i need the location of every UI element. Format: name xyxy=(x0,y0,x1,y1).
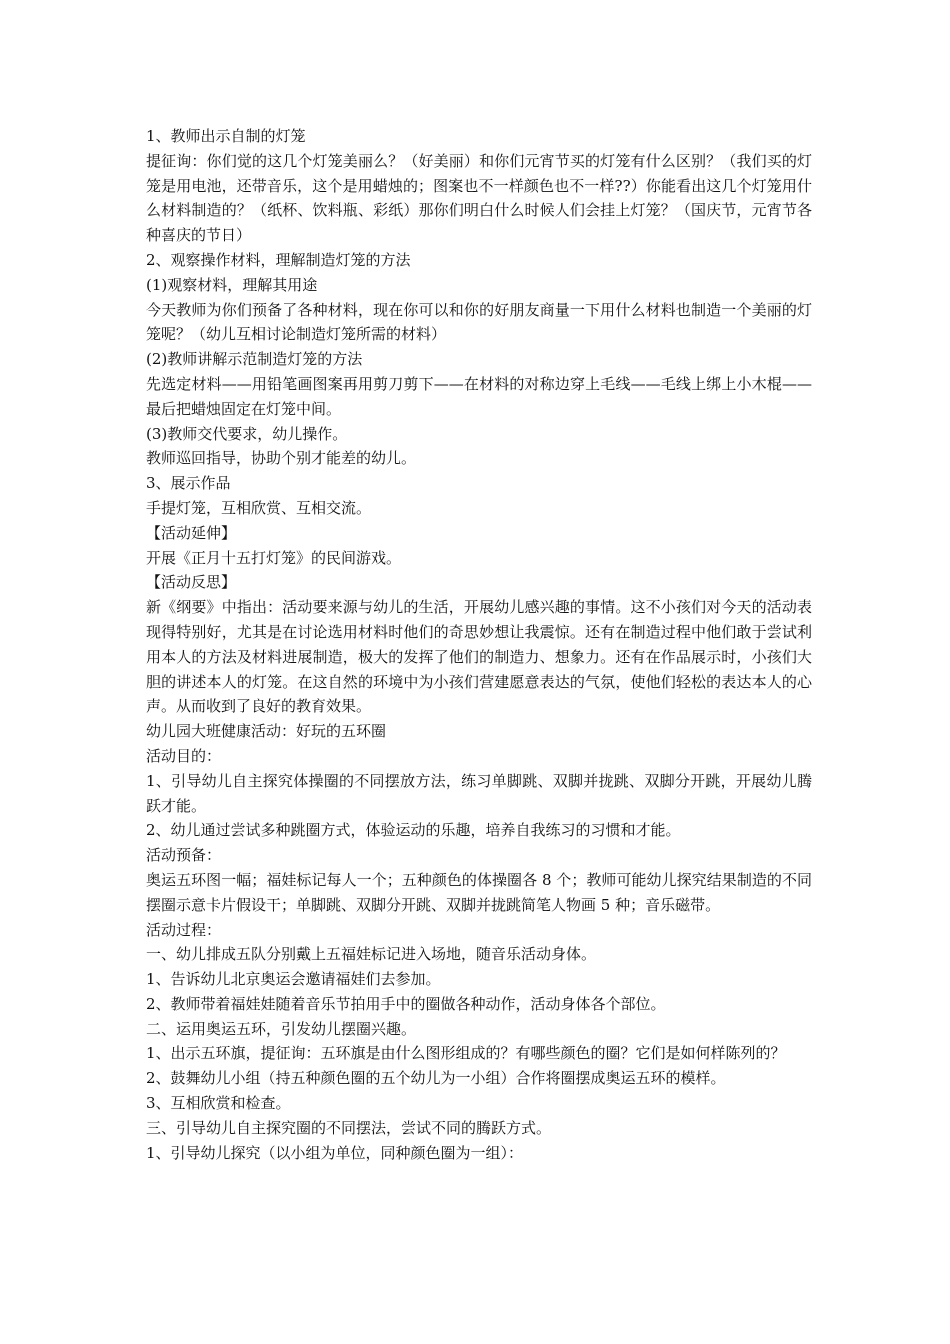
paragraph: 今天教师为你们预备了各种材料，现在你可以和你的好朋友商量一下用什么材料也制造一个美丽的灯笼呢？（幼儿互相讨论制造灯笼所需的材料） xyxy=(146,300,812,344)
paragraph: 教师巡回指导，协助个别才能差的幼儿。 xyxy=(146,449,417,468)
paragraph: 2、幼儿通过尝试多种跳圈方式，体验运动的乐趣，培养自我练习的习惯和才能。 xyxy=(146,821,681,840)
paragraph: 1、教师出示自制的灯笼 xyxy=(146,127,306,145)
paragraph: 2、教师带着福娃娃随着音乐节拍用手中的圈做各种动作，活动身体各个部位。 xyxy=(146,994,666,1013)
paragraph: 提征询：你们觉的这几个灯笼美丽么？（好美丽）和你们元宵节买的灯笼有什么区别？（我们买的灯笼是用电池，还带音乐，这个是用蜡烛的；图案也不一样颜色也不一样??）你能看出这几个灯笼用什么材料制造的？（纸杯、饮料瓶、彩纸）那你们明白什么时候人们会挂上灯笼？（国庆节，元宵节各种喜庆的节日） xyxy=(146,151,812,245)
paragraph: 活动过程： xyxy=(146,920,222,939)
article-title: 幼儿园大班健康活动：好玩的五环圈 xyxy=(146,722,387,741)
paragraph: 奥运五环图一幅；福娃标记每人一个；五种颜色的体操圈各 8 个；教师可能幼儿探究结果制造的不同摆圈示意卡片假设干；单脚跳、双脚分开跳、双脚并拢跳简笔人物画 5 种；音乐磁带。 xyxy=(146,870,812,914)
section-heading: 【活动反思】 xyxy=(146,573,237,592)
paragraph: 二、运用奥运五环，引发幼儿摆圈兴趣。 xyxy=(146,1019,417,1038)
paragraph: 1、引导幼儿探究（以小组为单位，同种颜色圈为一组）： xyxy=(146,1143,524,1162)
document-page xyxy=(146,124,812,1165)
paragraph: 活动目的： xyxy=(146,746,222,765)
paragraph: 手提灯笼，互相欣赏、互相交流。 xyxy=(146,498,372,517)
paragraph: (2)教师讲解示范制造灯笼的方法 xyxy=(146,350,363,369)
paragraph: 1、出示五环旗，提征询：五环旗是由什么图形组成的？有哪些颜色的圈？它们是如何样陈列的？ xyxy=(146,1044,786,1063)
paragraph: 三、引导幼儿自主探究圈的不同摆法，尝试不同的腾跃方式。 xyxy=(146,1118,552,1137)
paragraph: 先选定材料——用铅笔画图案再用剪刀剪下——在材料的对称边穿上毛线——毛线上绑上小木棍——最后把蜡烛固定在灯笼中间。 xyxy=(146,374,812,418)
paragraph: 3、互相欣赏和检查。 xyxy=(146,1094,291,1113)
paragraph: 活动预备： xyxy=(146,846,222,865)
paragraph: 一、幼儿排成五队分别戴上五福娃标记进入场地，随音乐活动身体。 xyxy=(146,945,597,964)
paragraph: 1、告诉幼儿北京奥运会邀请福娃们去参加。 xyxy=(146,970,441,989)
paragraph: 1、引导幼儿自主探究体操圈的不同摆放方法，练习单脚跳、双脚并拢跳、双脚分开跳，开展幼儿腾跃才能。 xyxy=(146,771,812,815)
paragraph: 3、展示作品 xyxy=(146,474,231,493)
paragraph: 开展《正月十五打灯笼》的民间游戏。 xyxy=(146,548,402,567)
paragraph: 新《纲要》中指出：活动要来源与幼儿的生活，开展幼儿感兴趣的事情。这不小孩们对今天的活动表现得特别好，尤其是在讨论选用材料时他们的奇思妙想让我震惊。还有在制造过程中他们敢于尝试利用本人的方法及材料进展制造，极大的发挥了他们的制造力、想象力。还有在作品展示时，小孩们大胆的讲述本人的灯笼。在这自然的环境中为小孩们营建愿意表达的气氛，使他们轻松的表达本人的心声。从而收到了良好的教育效果。 xyxy=(146,598,812,716)
paragraph: 2、鼓舞幼儿小组（持五种颜色圈的五个幼儿为一小组）合作将圈摆成奥运五环的模样。 xyxy=(146,1069,726,1088)
paragraph: 2、观察操作材料，理解制造灯笼的方法 xyxy=(146,250,411,269)
paragraph: (3)教师交代要求，幼儿操作。 xyxy=(146,424,348,443)
paragraph: (1)观察材料，理解其用途 xyxy=(146,275,318,294)
section-heading: 【活动延伸】 xyxy=(146,523,237,542)
